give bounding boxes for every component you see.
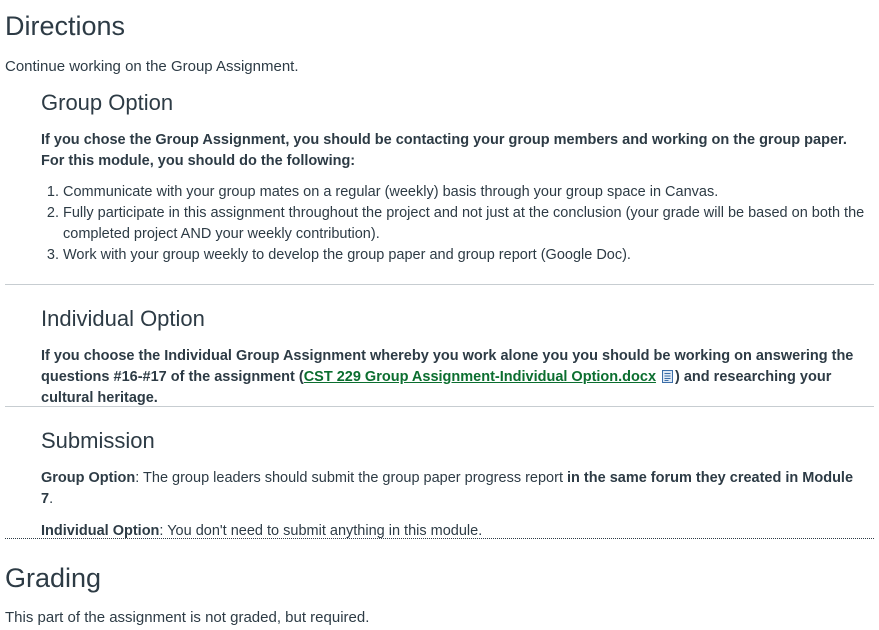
list-item: 2. Fully participate in this assignment throughout the project and not just at the conclusion (your grade will be based on both the completed project AND your weekly contribution). [63,203,866,245]
submission-group-line [41,468,866,510]
individual-option-text-after: ) and researching your cultural heritage. [41,369,832,406]
individual-option-heading: Individual Option [41,306,205,331]
submission-group-end: . [49,491,54,507]
directions-heading: Directions [5,11,126,41]
submission-section [41,427,866,542]
grading-heading: Grading [5,563,102,593]
submission-group-text: : The group leaders should submit the group paper progress report [135,470,567,486]
individual-option-section [41,305,866,409]
individual-option-text-before: If you choose the Individual Group Assignment whereby you work alone you you should be working on answering the questions #16-#17 of the assignment ( [41,348,854,385]
section-divider [5,284,874,285]
assignment-file-link[interactable]: CST 229 Group Assignment-Individual Option.docx [303,369,657,385]
section-divider-dotted [5,538,874,539]
directions-intro: Continue working on the Group Assignment. [5,58,299,75]
submission-individual-label: Individual Option [41,523,160,539]
submission-group-label: Group Option [41,470,136,486]
section-divider [5,406,874,407]
grading-text: This part of the assignment is not graded, but required. [5,609,370,626]
group-option-section [41,89,866,266]
list-item: 3. Work with your group weekly to develop the group paper and group report (Google Doc). [63,245,866,266]
submission-individual-text: : You don't need to submit anything in this module. [159,523,483,539]
submission-heading: Submission [41,428,155,453]
list-item: 1. Communicate with your group mates on a regular (weekly) basis through your group space in Canvas. [63,182,866,203]
group-option-lead: If you chose the Group Assignment, you should be contacting your group members and working on the group paper. For this module, you should do the following: [41,132,847,169]
document-preview-icon[interactable] [662,369,673,382]
group-option-steps [41,182,866,266]
individual-option-text [41,346,866,409]
group-option-heading: Group Option [41,90,174,115]
submission-group-bold: in the same forum they created in Module 7 [41,470,854,507]
